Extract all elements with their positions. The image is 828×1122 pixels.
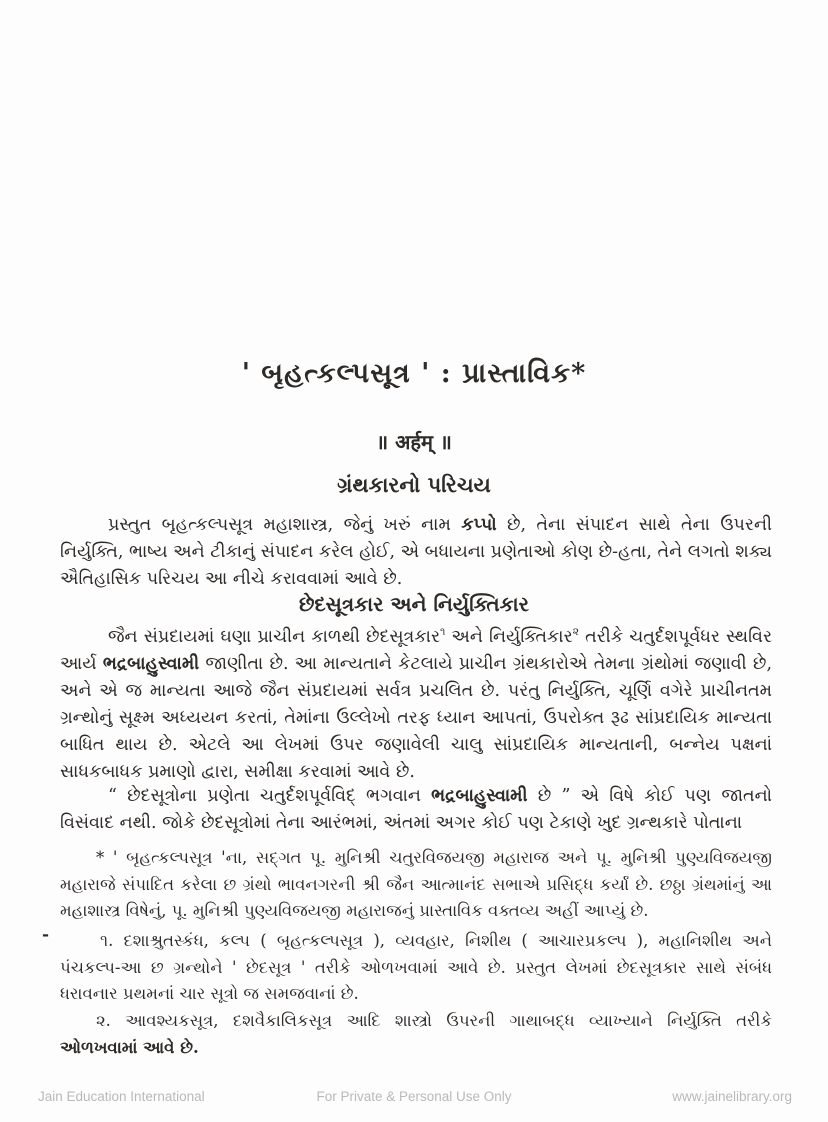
- scan-footer: [0, 1086, 828, 1110]
- footnote-star: * ' બૃહત્કલ્પસૂત્ર 'ના, સદ્ગત પૂ. મુનિશ્રી ચતુરવિજયજી મહારાજ અને પૂ. મુનિશ્રી પુણ્યવિજયજી મહારાજે સંપાદિત કરેલા છ ગ્રંથો ભાવનગરની શ્રી જૈન આત્માનંદ સભાએ પ્રસિદ્ધ કર્યાં છે. છઠ્ઠા ગ્રંથમાંનું આ મહાશાસ્ત્ર વિષેનું, પૂ. મુનિશ્રી પુણ્યવિજયજી મહારાજનું પ્રાસ્તાવિક વક્તવ્ય અહીં આપ્યું છે.: [60, 848, 772, 920]
- footer-website: www.jainelibrary.org: [672, 1089, 792, 1104]
- section-heading-chhedasutrakara: છેદસૂત્રકાર અને નિર્યુક્તિકાર: [299, 592, 529, 616]
- invocation-arham: ॥ अर्हम् ॥: [376, 430, 452, 454]
- footer-publisher: Jain Education International: [38, 1089, 205, 1104]
- margin-dash-mark: -: [42, 925, 50, 945]
- paragraph-quote: “ છેદસૂત્રોના પ્રણેતા ચતુર્દશપૂર્વવિદ્ ભગવાન ભદ્રબાહુસ્વામી છે ” એ વિષે કોઈ પણ જાતનો વિસંવાદ નથી. જોકે છેદસૂત્રોમાં તેના આરંભમાં, અંતમાં અગર કોઈ પણ ટેકાણે ખુદ ગ્રન્થકારે પોતાના: [60, 786, 772, 833]
- paragraph-introduction: પ્રસ્તુત બૃહત્કલ્પસૂત્ર મહાશાસ્ત્ર, જેનું ખરું નામ કપ્પો છે, તેના સંપાદન સાથે તેના ઉપરની નિર્યુક્તિ, ભાષ્ય અને ટીકાનું સંપાદન કરેલ હોઈ, એ બધાયના પ્રણેતાઓ કોણ છે-હતા, તેને લગતો શક્ય ઐતિહાસિક પરિચય આ નીચે કરાવવામાં આવે છે.: [60, 515, 772, 589]
- page-title: ' બૃહત્કલ્પસૂત્ર ' : પ્રાસ્તાવિક*: [241, 358, 587, 389]
- footnote-1: ૧. દશાશ્રુતસ્કંધ, કલ્પ ( બૃહત્કલ્પસૂત્ર ), વ્યવહાર, નિશીથ ( આચારપ્રકલ્પ ), મહાનિશીથ અને પંચકલ્પ-આ છ ગ્રન્થોને ' છેદસૂત્ર ' તરીકે ઓળખવામાં આવે છે. પ્રસ્તુત લેખમાં છેદસૂત્રકાર સાથે સંબંધ ધરાવનાર પ્રથમનાં ચાર સૂત્રો જ સમજવાનાં છે.: [60, 931, 772, 1003]
- footer-usage-notice: For Private & Personal Use Only: [316, 1089, 512, 1104]
- paragraph-tradition: જૈન સંપ્રદાયમાં ઘણા પ્રાચીન કાળથી છેદસૂત્રકાર$^૧$ અને નિર્યુક્તિકાર$^૨$ તરીકે ચતુર્દશપૂર્વધર સ્થવિર આર્ય ભદ્રબાહુસ્વામી જાણીતા છે. આ માન્યતાને કેટલાયે પ્રાચીન ગ્રંથકારોએ તેમના ગ્રંથોમાં જણાવી છે, અને એ જ માન્યતા આજે જૈન સંપ્રદાયમાં સર્વત્ર પ્રચલિત છે. પરંતુ નિર્યુક્તિ, ચૂર્ણિ વગેરે પ્રાચીનતમ ગ્રન્થોનું સૂક્ષ્મ અધ્યયન કરતાં, તેમાંના ઉલ્લેખો તરફ ધ્યાન આપતાં, ઉપરોક્ત રૂઢ સાંપ્રદાયિક માન્યતા બાધિત થાય છે. એટલે આ લેખમાં ઉપર જણાવેલી ચાલુ સાંપ્રદાયિક માન્યતાની, બન્નેય પક્ષનાં સાધકબાધક પ્રમાણો દ્વારા, સમીક્ષા કરવામાં આવે છે.: [60, 625, 773, 782]
- footnote-2: ૨. આવશ્યકસૂત્ર, દશવૈકાલિકસૂત્ર આદિ શાસ્ત્રો ઉપરની ગાથાબદ્ધ વ્યાખ્યાને નિર્યુક્તિ તરીકે ઓળખવામાં આવે છે.: [60, 1011, 772, 1057]
- author-intro-heading: ગ્રંથકારનો પરિચય: [337, 472, 491, 497]
